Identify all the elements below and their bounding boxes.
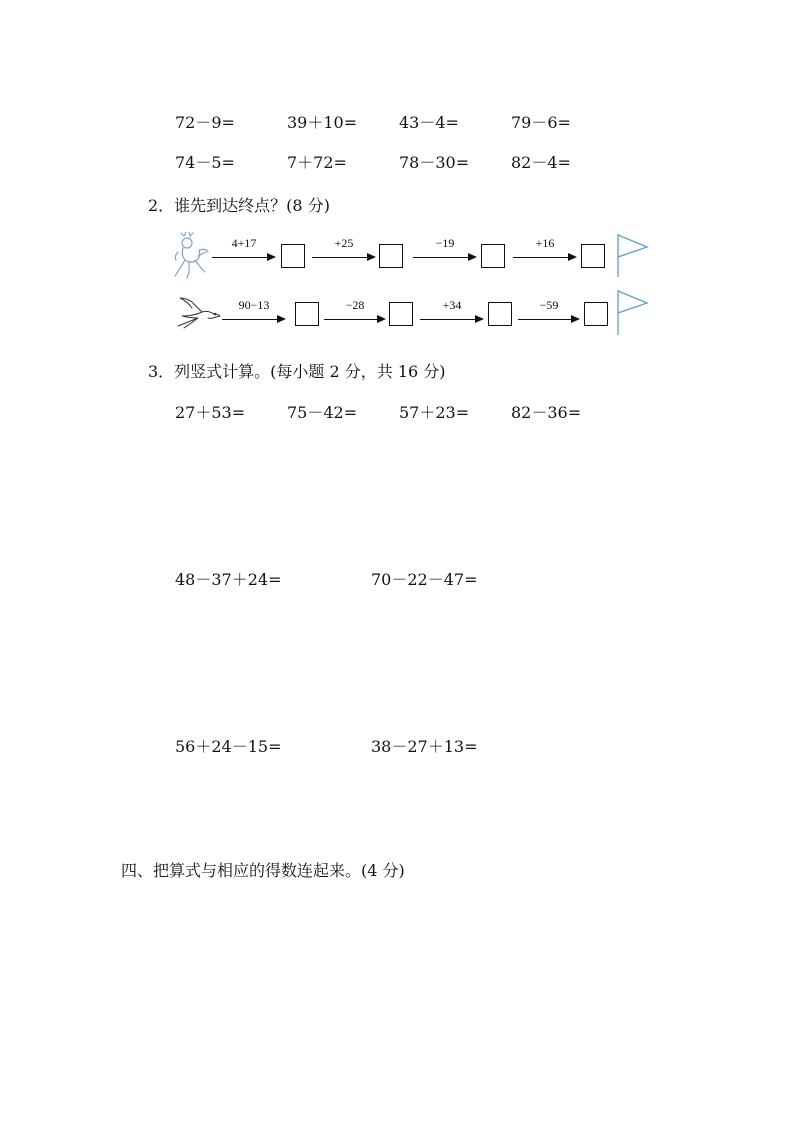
calc-item: 82－36= (511, 403, 582, 422)
step-label: −19 (435, 236, 455, 250)
swallow-icon (176, 296, 222, 330)
calc-item: 27＋53= (175, 403, 246, 422)
calc-item: 48－37＋24= (175, 570, 282, 589)
race2-step-2-arrow (324, 298, 386, 328)
section-3-heading: 3．列竖式计算。(每小题 2 分，共 16 分) (148, 362, 446, 381)
race2-step-1-arrow (222, 298, 286, 328)
calc-item: 75－42= (287, 403, 358, 422)
race1-step-1-arrow (212, 236, 276, 266)
step-label: 4+17 (231, 236, 257, 250)
answer-box[interactable] (295, 302, 319, 326)
race2-step-4-arrow (518, 298, 580, 328)
answer-box[interactable] (584, 302, 608, 326)
calc-item: 39＋10= (287, 113, 358, 132)
race-row-deer (170, 230, 660, 280)
section-2-heading: 2．谁先到达终点？(8 分) (148, 196, 330, 215)
answer-box[interactable] (581, 244, 605, 268)
step-label: 90−13 (238, 298, 270, 312)
answer-box[interactable] (281, 244, 305, 268)
answer-box[interactable] (488, 302, 512, 326)
calc-item: 57＋23= (399, 403, 470, 422)
deer-icon (170, 232, 212, 280)
step-label: +25 (334, 236, 354, 250)
answer-box[interactable] (389, 302, 413, 326)
finish-flag-icon (615, 288, 649, 336)
calc-item: 70－22－47= (371, 570, 478, 589)
step-label: −59 (539, 298, 559, 312)
answer-box[interactable] (481, 244, 505, 268)
step-label: +34 (442, 298, 462, 312)
calc-item: 43－4= (399, 113, 459, 132)
step-label: −28 (345, 298, 365, 312)
calc-item: 78－30= (399, 153, 470, 172)
race2-step-3-arrow (420, 298, 484, 328)
calc-item: 79－6= (511, 113, 571, 132)
finish-flag-icon (615, 232, 649, 278)
calc-item: 72－9= (175, 113, 235, 132)
calc-item: 56＋24－15= (175, 737, 282, 756)
race1-step-3-arrow (413, 236, 477, 266)
calc-item: 7＋72= (287, 153, 347, 172)
race-row-swallow (170, 286, 660, 336)
answer-box[interactable] (379, 244, 403, 268)
calc-item: 38－27＋13= (371, 737, 478, 756)
race1-step-2-arrow (312, 236, 376, 266)
section-4-heading: 四、把算式与相应的得数连起来。(4 分) (121, 861, 405, 880)
race1-step-4-arrow (513, 236, 577, 266)
step-label: +16 (535, 236, 555, 250)
calc-item: 74－5= (175, 153, 235, 172)
calc-item: 82－4= (511, 153, 571, 172)
